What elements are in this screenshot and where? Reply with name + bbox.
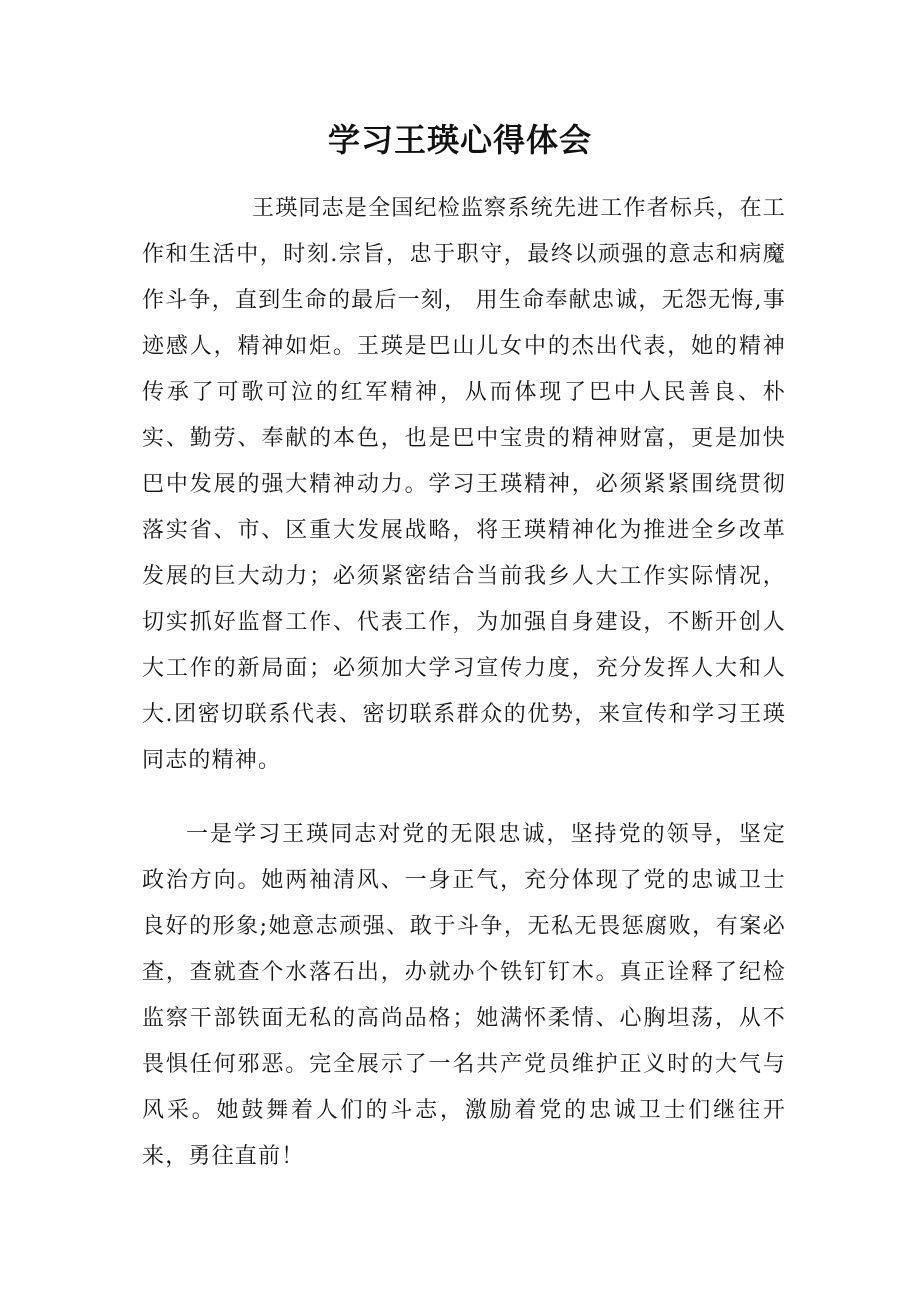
body-paragraph-1: 王瑛同志是全国纪检监察系统先进工作者标兵，在工作和生活中，时刻.宗旨，忠于职守，最终以顽强的意志和病魔作斗争，直到生命的最后一刻， 用生命奉献忠诚，无怨无悔,事迹感人，精神如炬。王瑛是巴山儿女中的杰出代表，她的精神传承了可歌可泣的红军精神，从而体现了巴中人民善良、朴实、勤劳、奉献的本色，也是巴中宝贵的精神财富，更是加快巴中发展的强大精神动力。学习王瑛精神，必须紧紧围绕贯彻落实省、市、区重大发展战略，将王瑛精神化为推进全乡改革发展的巨大动力；必须紧密结合当前我乡人大工作实际情况，切实抓好监督工作、代表工作，为加强自身建设，不断开创人大工作的新局面；必须加大学习宣传力度，充分发挥人大和人大.团密切联系代表、密切联系群众的优势，来宣传和学习王瑛同志的精神。: [142, 196, 786, 773]
body-paragraph-2: 一是学习王瑛同志对党的无限忠诚，坚持党的领导，坚定政治方向。她两袖清风、一身正气，充分体现了党的忠诚卫士良好的形象;她意志顽强、敢于斗争，无私无畏惩腐败，有案必查，查就查个水落石出，办就办个铁钉钉木。真正诠释了纪检监察干部铁面无私的高尚品格；她满怀柔情、心胸坦荡，从不畏惧任何邪恶。完全展示了一名共产党员维护正义时的大气与风采。她鼓舞着人们的斗志，激励着党的忠诚卫士们继往开来，勇往直前！: [142, 822, 786, 1169]
document-title: 学习王瑛心得体会: [327, 121, 592, 159]
